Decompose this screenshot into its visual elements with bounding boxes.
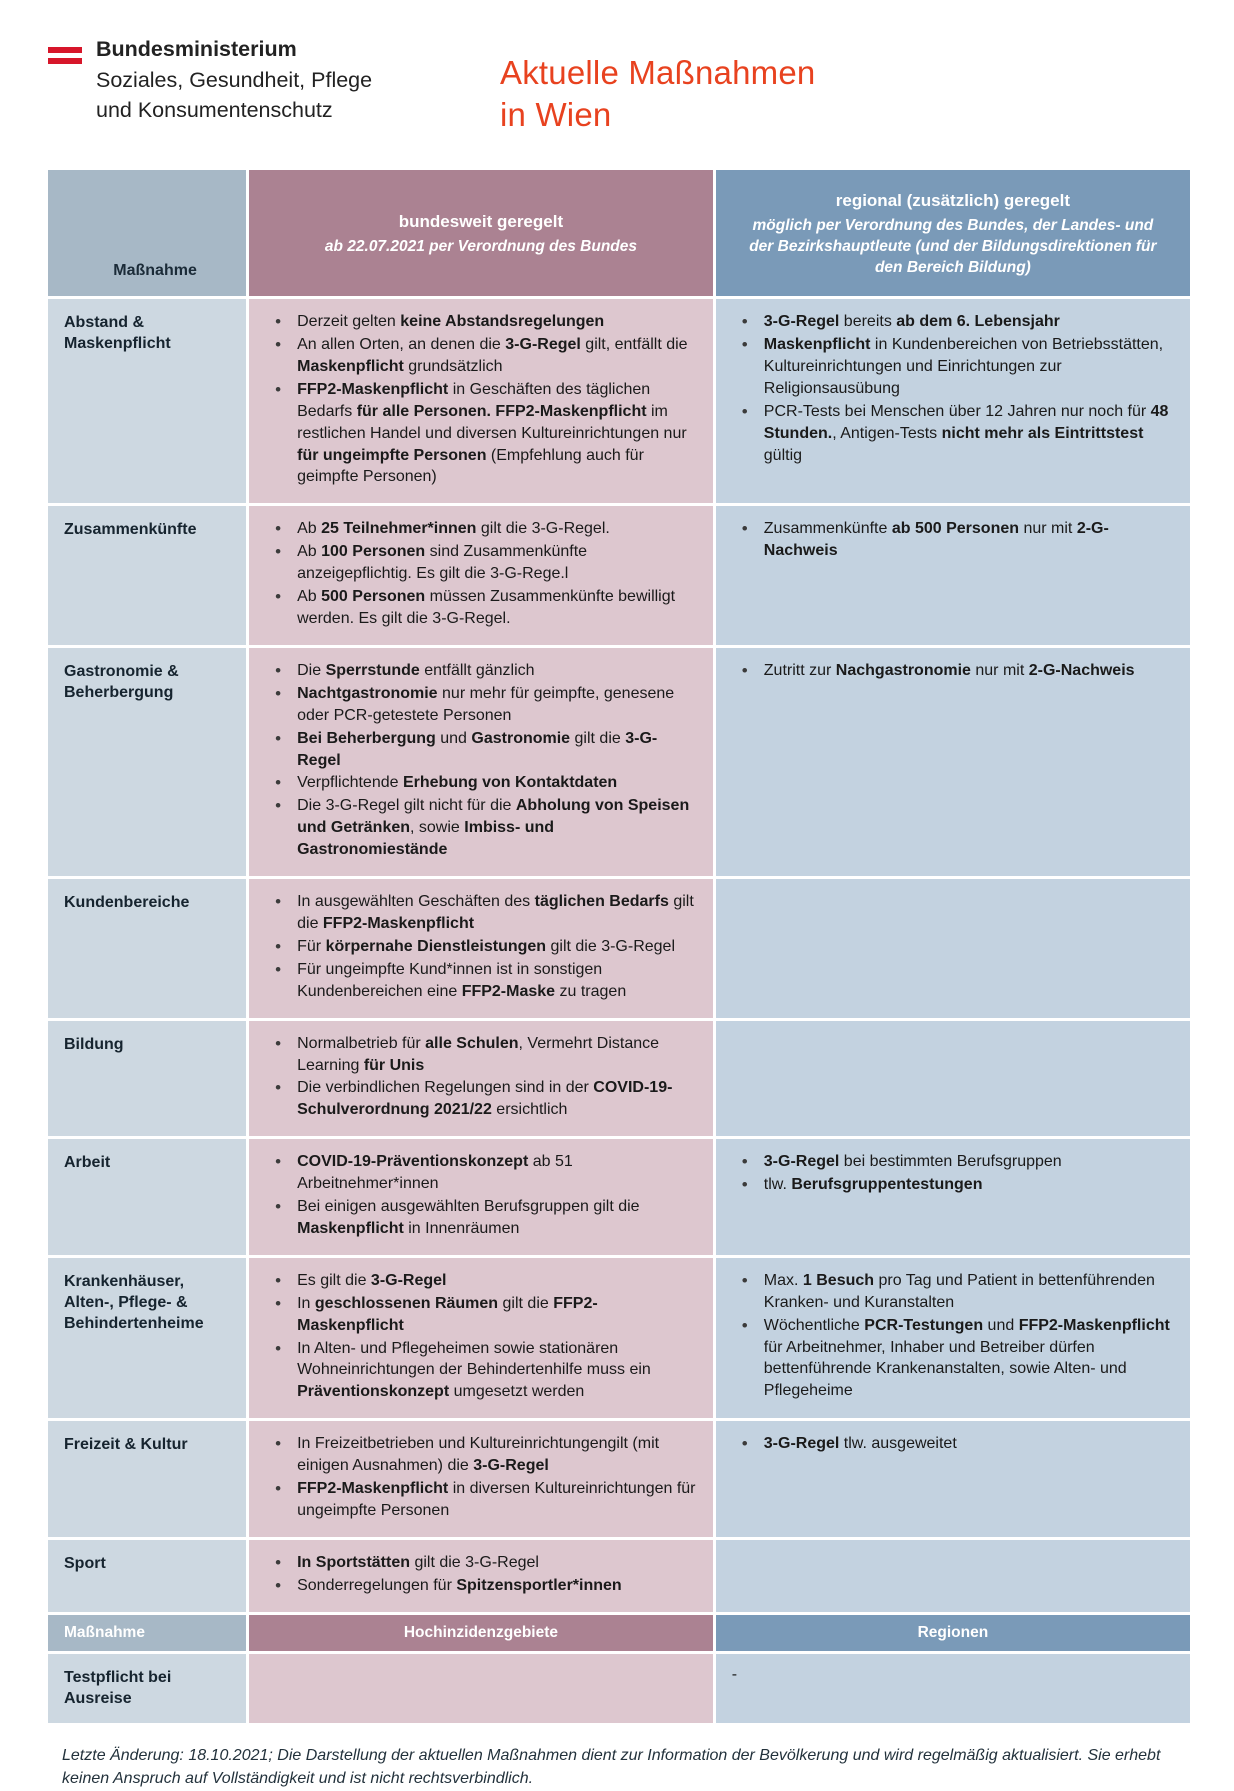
table-row — [48, 299, 1190, 503]
table-footer-section — [48, 1615, 1190, 1724]
row-label: Krankenhäuser, Alten-, Pflege- & Behindertenheime — [48, 1258, 246, 1418]
row-label: Arbeit — [48, 1139, 246, 1255]
ministry-line-1: Bundesministerium — [96, 37, 297, 61]
page-title-line-2: in Wien — [500, 95, 612, 133]
column-header-federal — [249, 170, 713, 296]
subheader-measure: Maßnahme — [48, 1615, 246, 1651]
bullet-item: • Für körpernahe Dienstleistungen gilt die 3-G-Regel — [261, 936, 697, 958]
row-federal — [249, 1540, 713, 1612]
row-label: Gastronomie & Beherbergung — [48, 648, 246, 876]
row-label: Abstand & Maskenpflicht — [48, 299, 246, 503]
row-regional — [716, 1540, 1190, 1612]
bullet-item: • COVID-19-Präventionskonzept ab 51 Arbeitnehmer*innen — [261, 1151, 697, 1195]
row-label: Sport — [48, 1540, 246, 1612]
bullet-list — [261, 891, 697, 1003]
bullet-item: • Zutritt zur Nachgastronomie nur mit 2-G-Nachweis — [730, 660, 1174, 682]
bullet-item: • PCR-Tests bei Menschen über 12 Jahren nur noch für 48 Stunden., Antigen-Tests nicht mehr als Eintrittstest gültig — [730, 401, 1174, 467]
bullet-list — [261, 1033, 697, 1122]
row-regional — [716, 1139, 1190, 1255]
bullet-item: • An allen Orten, an denen die 3-G-Regel gilt, entfällt die Maskenpflicht grundsätzlich — [261, 334, 697, 378]
row-regional — [716, 648, 1190, 876]
row-federal-testpflicht — [249, 1654, 713, 1724]
bullet-list — [261, 311, 697, 488]
table-row — [48, 1021, 1190, 1137]
row-federal — [249, 506, 713, 645]
bullet-item: • Wöchentliche PCR-Testungen und FFP2-Maskenpflicht für Arbeitnehmer, Inhaber und Betreiber dürfen bettenführende Krankenanstalten, sowie Alten- und Pflegeheime — [730, 1315, 1174, 1403]
footnote: Letzte Änderung: 18.10.2021; Die Darstellung der aktuellen Maßnahmen dient zur Information der Bevölkerung und wird regelmäßig aktualisiert. Sie erhebt keinen Anspruch auf Vollständigkeit und ist nicht rechtsverbindlich. — [62, 1747, 1161, 1788]
table-body — [48, 299, 1190, 1612]
subheader-row — [48, 1615, 1190, 1651]
bullet-item: • Zusammenkünfte ab 500 Personen nur mit 2-G-Nachweis — [730, 518, 1174, 562]
page-title-line-1: Aktuelle Maßnahmen — [500, 54, 816, 91]
bullet-item: • Max. 1 Besuch pro Tag und Patient in bettenführenden Kranken- und Kuranstalten — [730, 1270, 1174, 1314]
table-row — [48, 1258, 1190, 1418]
row-regional — [716, 879, 1190, 1018]
bullet-item: • tlw. Berufsgruppentestungen — [730, 1174, 1174, 1196]
bullet-item: • In Alten- und Pflegeheimen sowie stationären Wohneinrichtungen der Behindertenhilfe muss ein Präventionskonzept umgesetzt werden — [261, 1338, 697, 1404]
row-label: Freizeit & Kultur — [48, 1421, 246, 1537]
row-regional — [716, 506, 1190, 645]
row-label: Zusammenkünfte — [48, 506, 246, 645]
table-row — [48, 879, 1190, 1018]
column-header-federal-sub: ab 22.07.2021 per Verordnung des Bundes — [324, 237, 637, 255]
row-federal — [249, 1021, 713, 1137]
table-row — [48, 1540, 1190, 1612]
table-header-row — [48, 170, 1190, 296]
row-regional — [716, 1258, 1190, 1418]
bullet-item: • FFP2-Maskenpflicht in diversen Kultureinrichtungen für ungeimpfte Personen — [261, 1478, 697, 1522]
bullet-item: • Es gilt die 3-G-Regel — [261, 1270, 697, 1292]
bullet-item: • 3-G-Regel bereits ab dem 6. Lebensjahr — [730, 311, 1174, 333]
column-header-regional-title: regional (zusätzlich) geregelt — [835, 190, 1071, 210]
bullet-item: • Ab 100 Personen sind Zusammenkünfte anzeigepflichtig. Es gilt die 3-G-Rege.l — [261, 541, 697, 585]
column-header-measure: Maßnahme — [48, 170, 246, 296]
bullet-item: • Normalbetrieb für alle Schulen, Vermehrt Distance Learning für Unis — [261, 1033, 697, 1077]
table-row — [48, 1421, 1190, 1537]
ministry-logo-block — [48, 34, 448, 126]
row-federal — [249, 299, 713, 503]
bullet-item: • Ab 500 Personen müssen Zusammenkünfte bewilligt werden. Es gilt die 3-G-Regel. — [261, 586, 697, 630]
subheader-regional: Regionen — [716, 1615, 1190, 1651]
bullet-item: • In Sportstätten gilt die 3-G-Regel — [261, 1552, 697, 1574]
bullet-item: • FFP2-Maskenpflicht in Geschäften des täglichen Bedarfs für alle Personen. FFP2-Maskenpflicht im restlichen Handel und diversen Kultureinrichtungen nur für ungeimpfte Personen (Empfehlung auch für geimpfte Personen) — [261, 379, 697, 489]
bullet-list — [261, 1270, 697, 1403]
row-federal — [249, 879, 713, 1018]
bullet-item: • Ab 25 Teilnehmer*innen gilt die 3-G-Regel. — [261, 518, 697, 540]
ministry-line-2: Soziales, Gesundheit, Pflege — [96, 67, 373, 92]
bullet-item: • Nachtgastronomie nur mehr für geimpfte, genesene oder PCR-getestete Personen — [261, 683, 697, 727]
bullet-item: • In geschlossenen Räumen gilt die FFP2-Maskenpflicht — [261, 1293, 697, 1337]
row-regional — [716, 1021, 1190, 1137]
row-federal — [249, 1139, 713, 1255]
ministry-name — [96, 34, 372, 126]
row-label: Kundenbereiche — [48, 879, 246, 1018]
row-federal — [249, 648, 713, 876]
bullet-item: • Verpflichtende Erhebung von Kontaktdaten — [261, 772, 697, 794]
austria-flag-icon — [48, 47, 82, 64]
bullet-list — [261, 1433, 697, 1522]
bullet-item: • Sonderregelungen für Spitzensportler*innen — [261, 1575, 697, 1597]
bullet-item: • In Freizeitbetrieben und Kultureinrichtungengilt (mit einigen Ausnahmen) die 3-G-Regel — [261, 1433, 697, 1477]
subheader-federal: Hochinzidenzgebiete — [249, 1615, 713, 1651]
bullet-list — [261, 1552, 697, 1597]
bullet-item: • In ausgewählten Geschäften des täglichen Bedarfs gilt die FFP2-Maskenpflicht — [261, 891, 697, 935]
table-row — [48, 1139, 1190, 1255]
bullet-list — [730, 311, 1174, 466]
bullet-list — [261, 518, 697, 630]
bullet-item: • Bei Beherbergung und Gastronomie gilt die 3-G-Regel — [261, 728, 697, 772]
bullet-list — [261, 660, 697, 861]
row-regional — [716, 1421, 1190, 1537]
column-header-regional — [716, 170, 1190, 296]
row-regional-testpflicht: - — [716, 1654, 1190, 1724]
bullet-list — [730, 1151, 1174, 1196]
column-header-federal-title: bundesweit geregelt — [398, 211, 564, 231]
bullet-list — [730, 660, 1174, 682]
bullet-item: • Die verbindlichen Regelungen sind in der COVID-19-Schulverordnung 2021/22 ersichtlich — [261, 1077, 697, 1121]
bullet-item: • Maskenpflicht in Kundenbereichen von Betriebsstätten, Kultureinrichtungen und Einrichtungen zur Religionsausübung — [730, 334, 1174, 400]
row-federal — [249, 1421, 713, 1537]
measures-table — [45, 167, 1193, 1726]
bullet-item: • Bei einigen ausgewählten Berufsgruppen gilt die Maskenpflicht in Innenräumen — [261, 1196, 697, 1240]
bullet-list — [730, 1433, 1174, 1455]
row-federal — [249, 1258, 713, 1418]
bullet-list — [261, 1151, 697, 1240]
table-row — [48, 506, 1190, 645]
column-header-regional-sub: möglich per Verordnung des Bundes, der Landes- und der Bezirkshauptleute (und der Bildungsdirektionen für den Bereich Bildung) — [749, 216, 1157, 277]
bullet-item: • Die Sperrstunde entfällt gänzlich — [261, 660, 697, 682]
bullet-item: • Die 3-G-Regel gilt nicht für die Abholung von Speisen und Getränken, sowie Imbiss- und Gastronomiestände — [261, 795, 697, 861]
row-label-testpflicht: Testpflicht bei Ausreise — [48, 1654, 246, 1724]
ministry-line-3: und Konsumentenschutz — [96, 98, 333, 123]
bullet-item: • Derzeit gelten keine Abstandsregelungen — [261, 311, 697, 333]
bullet-item: • Für ungeimpfte Kund*innen ist in sonstigen Kundenbereichen eine FFP2-Maske zu tragen — [261, 959, 697, 1003]
bullet-item: • 3-G-Regel bei bestimmten Berufsgruppen — [730, 1151, 1174, 1173]
bullet-list — [730, 518, 1174, 562]
bullet-item: • 3-G-Regel tlw. ausgeweitet — [730, 1433, 1174, 1455]
page-title — [500, 34, 815, 136]
bullet-list — [730, 1270, 1174, 1402]
document-header — [0, 0, 1234, 136]
row-label: Bildung — [48, 1021, 246, 1137]
row-regional — [716, 299, 1190, 503]
table-row — [48, 1654, 1190, 1724]
table-row — [48, 648, 1190, 876]
